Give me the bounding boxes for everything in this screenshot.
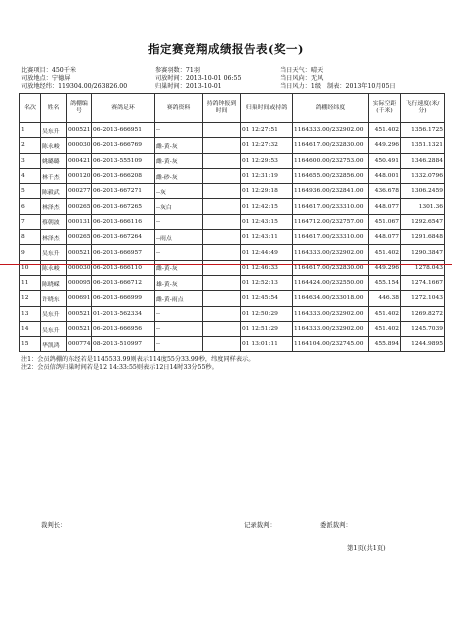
cell-loft-id: 000120	[67, 168, 92, 183]
header-clock-time: 持鸽钟报到时间	[203, 94, 241, 123]
cell-speed: 1356.1725	[401, 123, 445, 138]
cell-clock-time	[203, 184, 241, 199]
cell-return-time: 01 12:27:51	[241, 123, 293, 138]
cell-rank: 9	[20, 245, 41, 260]
meta-release-coord: 司放地经纬：119304.00/263826.00	[21, 83, 128, 90]
cell-name: 蔡朝波	[41, 214, 67, 229]
cell-clock-time	[203, 230, 241, 245]
cell-return-time: 01 12:31:19	[241, 168, 293, 183]
cell-clock-time	[203, 123, 241, 138]
header-ring: 赛鸽足环	[92, 94, 155, 123]
cell-clock-time	[203, 138, 241, 153]
header-loft-coord: 鸽棚经纬度	[293, 94, 369, 123]
cell-rank: 4	[20, 168, 41, 183]
cell-return-time: 01 12:27:32	[241, 138, 293, 153]
cell-clock-time	[203, 275, 241, 290]
cell-ring: 08-2013-510997	[92, 337, 155, 352]
note-1: 注1：会员鸽棚的东经若是1145533.99则表示114度55分33.99秒，纬度同样表示。	[21, 356, 255, 363]
cell-distance: 451.402	[369, 306, 401, 321]
header-rank: 名次	[20, 94, 41, 123]
cell-speed: 1346.2884	[401, 153, 445, 168]
page-number: 第1页(共1页)	[347, 544, 386, 552]
header-return-time: 归巢时间或持鸽	[241, 94, 293, 123]
cell-rank: 6	[20, 199, 41, 214]
cell-clock-time	[203, 337, 241, 352]
cell-ring: 06-2013-666957	[92, 245, 155, 260]
cell-clock-time	[203, 260, 241, 275]
cell-pigeon-info: --灰	[155, 184, 203, 199]
cutoff-line	[0, 264, 452, 265]
cell-loft-coord: 1164333.00/232902.00	[293, 123, 369, 138]
table-row	[20, 337, 445, 352]
cell-return-time: 01 12:43:11	[241, 230, 293, 245]
cell-pigeon-info: 雄-黄-灰	[155, 275, 203, 290]
cell-loft-id: 000521	[67, 123, 92, 138]
cell-loft-coord: 1164424.00/232550.00	[293, 275, 369, 290]
cell-speed: 1244.9895	[401, 337, 445, 352]
cell-distance: 449.296	[369, 260, 401, 275]
cell-loft-id: 000131	[67, 214, 92, 229]
table-row	[20, 123, 445, 138]
cell-loft-coord: 1164655.00/232856.00	[293, 168, 369, 183]
cell-return-time: 01 12:52:13	[241, 275, 293, 290]
meta-return-time: 归巢时间：2013-10-01	[155, 83, 222, 90]
table-row	[20, 184, 445, 199]
cell-name: 吴东升	[41, 245, 67, 260]
cell-distance: 449.296	[369, 138, 401, 153]
signature-recorder: 记录裁判：	[244, 521, 276, 529]
cell-clock-time	[203, 214, 241, 229]
table-row	[20, 168, 445, 183]
cell-distance: 455.154	[369, 275, 401, 290]
header-loft-id: 鸽棚编号	[67, 94, 92, 123]
cell-name: 陈晓嵘	[41, 275, 67, 290]
cell-clock-time	[203, 168, 241, 183]
cell-loft-id: 000030	[67, 138, 92, 153]
cell-pigeon-info: --	[155, 337, 203, 352]
cell-loft-coord: 1164617.00/232830.00	[293, 260, 369, 275]
cell-name: 吴东升	[41, 123, 67, 138]
cell-ring: 06-2013-666956	[92, 321, 155, 336]
cell-clock-time	[203, 199, 241, 214]
cell-clock-time	[203, 153, 241, 168]
header-name: 姓名	[41, 94, 67, 123]
cell-ring: 06-2013-667265	[92, 199, 155, 214]
cell-name: 林千杰	[41, 168, 67, 183]
cell-loft-id: 000265	[67, 230, 92, 245]
cell-pigeon-info: 雌-黄-灰	[155, 260, 203, 275]
cell-ring: 06-2013-666769	[92, 138, 155, 153]
cell-loft-coord: 1164617.00/233310.00	[293, 199, 369, 214]
cell-loft-id: 000691	[67, 291, 92, 306]
cell-ring: 06-2013-666116	[92, 214, 155, 229]
cell-loft-id: 000095	[67, 275, 92, 290]
table-row	[20, 138, 445, 153]
cell-speed: 1291.6848	[401, 230, 445, 245]
cell-pigeon-info: 雌-黄-灰	[155, 153, 203, 168]
meta-players: 参赛羽数：71羽	[155, 67, 200, 74]
cell-loft-coord: 1164936.00/232841.00	[293, 184, 369, 199]
cell-loft-id: 000030	[67, 260, 92, 275]
cell-return-time: 01 12:46:33	[241, 260, 293, 275]
cell-loft-id: 000277	[67, 184, 92, 199]
cell-loft-id: 000421	[67, 153, 92, 168]
cell-pigeon-info: --	[155, 245, 203, 260]
cell-rank: 5	[20, 184, 41, 199]
cell-pigeon-info: --灰白	[155, 199, 203, 214]
cell-pigeon-info: --	[155, 123, 203, 138]
cell-speed: 1272.1043	[401, 291, 445, 306]
cell-speed: 1306.2459	[401, 184, 445, 199]
meta-weather: 当日天气：晴天	[280, 67, 324, 74]
cell-ring: 06-2013-666208	[92, 168, 155, 183]
cell-speed: 1301.36	[401, 199, 445, 214]
cell-ring: 06-2013-667271	[92, 184, 155, 199]
cell-speed: 1269.8272	[401, 306, 445, 321]
cell-return-time: 01 12:51:29	[241, 321, 293, 336]
meta-report-date: 制表：2013年10月05日	[327, 83, 396, 90]
cell-speed: 1274.1667	[401, 275, 445, 290]
cell-clock-time	[203, 245, 241, 260]
header-speed: 飞行速度(米/分)	[401, 94, 445, 123]
cell-clock-time	[203, 321, 241, 336]
note-2: 注2：会员信鸽归巢时间若是12 14:33:55则表示12日14时33分55秒。	[21, 364, 218, 371]
cell-distance: 436.678	[369, 184, 401, 199]
cell-loft-id: 000774	[67, 337, 92, 352]
cell-rank: 15	[20, 337, 41, 352]
cell-clock-time	[203, 291, 241, 306]
header-row	[20, 94, 445, 123]
cell-rank: 2	[20, 138, 41, 153]
cell-return-time: 01 12:29:53	[241, 153, 293, 168]
cell-rank: 10	[20, 260, 41, 275]
cell-name: 华凯鸿	[41, 337, 67, 352]
cell-name: 许晓东	[41, 291, 67, 306]
table-row	[20, 260, 445, 275]
cell-return-time: 01 12:42:15	[241, 199, 293, 214]
cell-distance: 446.38	[369, 291, 401, 306]
cell-ring: 06-2013-555109	[92, 153, 155, 168]
cell-loft-coord: 1164600.00/232753.00	[293, 153, 369, 168]
table-row	[20, 291, 445, 306]
cell-distance: 451.402	[369, 321, 401, 336]
cell-distance: 448.077	[369, 230, 401, 245]
cell-distance: 451.067	[369, 214, 401, 229]
cell-loft-id: 000521	[67, 321, 92, 336]
cell-return-time: 01 12:29:18	[241, 184, 293, 199]
cell-distance: 448.077	[369, 199, 401, 214]
cell-pigeon-info: --	[155, 214, 203, 229]
meta-wind-force: 当日风力：1级	[280, 83, 322, 90]
cell-speed: 1332.0796	[401, 168, 445, 183]
cell-return-time: 01 12:50:29	[241, 306, 293, 321]
table-row	[20, 153, 445, 168]
cell-clock-time	[203, 306, 241, 321]
cell-name: 林泽杰	[41, 230, 67, 245]
cell-name: 陈毅武	[41, 184, 67, 199]
cell-loft-id: 000265	[67, 199, 92, 214]
cell-rank: 8	[20, 230, 41, 245]
cell-loft-id: 000521	[67, 306, 92, 321]
cell-loft-coord: 1164634.00/233018.00	[293, 291, 369, 306]
cell-speed: 1351.1321	[401, 138, 445, 153]
cell-speed: 1290.3847	[401, 245, 445, 260]
meta-wind-direction: 当日风向：无风	[280, 75, 324, 82]
meta-project: 比赛项目：450千米	[21, 67, 77, 74]
cell-speed: 1278.043	[401, 260, 445, 275]
cell-loft-coord: 1164333.00/232902.00	[293, 321, 369, 336]
cell-rank: 12	[20, 291, 41, 306]
cell-rank: 3	[20, 153, 41, 168]
cell-pigeon-info: 雌-砂-灰	[155, 168, 203, 183]
cell-pigeon-info: --	[155, 321, 203, 336]
cell-loft-coord: 1164104.00/232745.00	[293, 337, 369, 352]
cell-rank: 13	[20, 306, 41, 321]
cell-name: 林泽杰	[41, 199, 67, 214]
cell-loft-coord: 1164712.00/232757.00	[293, 214, 369, 229]
cell-pigeon-info: 雌-黄-灰	[155, 138, 203, 153]
cell-rank: 1	[20, 123, 41, 138]
table-row	[20, 214, 445, 229]
cell-distance: 450.491	[369, 153, 401, 168]
cell-name: 吴东升	[41, 321, 67, 336]
cell-name: 姚璐璐	[41, 153, 67, 168]
table-row	[20, 199, 445, 214]
meta-release-place: 司放地点：宁德屏	[21, 75, 71, 82]
table-row	[20, 245, 445, 260]
meta-release-time: 司放时间：2013-10-01 06:55	[155, 75, 242, 82]
cell-rank: 11	[20, 275, 41, 290]
cell-return-time: 01 13:01:11	[241, 337, 293, 352]
cell-rank: 14	[20, 321, 41, 336]
cell-pigeon-info: --雨点	[155, 230, 203, 245]
table-row	[20, 321, 445, 336]
cell-pigeon-info: 雌-黄-雨点	[155, 291, 203, 306]
cell-rank: 7	[20, 214, 41, 229]
cell-loft-coord: 1164333.00/232902.00	[293, 306, 369, 321]
header-pigeon-info: 赛鸽资料	[155, 94, 203, 123]
cell-loft-coord: 1164333.00/232902.00	[293, 245, 369, 260]
results-table	[19, 93, 445, 352]
cell-name: 吴东升	[41, 306, 67, 321]
signature-referee: 裁判长：	[41, 521, 67, 529]
cell-ring: 06-2013-666110	[92, 260, 155, 275]
cell-distance: 455.894	[369, 337, 401, 352]
cell-return-time: 01 12:45:54	[241, 291, 293, 306]
cell-distance: 451.402	[369, 123, 401, 138]
cell-distance: 451.402	[369, 245, 401, 260]
cell-speed: 1245.7039	[401, 321, 445, 336]
header-distance: 实际空距(千米)	[369, 94, 401, 123]
table-row	[20, 306, 445, 321]
cell-ring: 06-2013-667264	[92, 230, 155, 245]
cell-ring: 06-2013-666951	[92, 123, 155, 138]
cell-loft-id: 000521	[67, 245, 92, 260]
cell-ring: 06-2013-666999	[92, 291, 155, 306]
signature-committee: 委派裁判：	[320, 521, 352, 529]
cell-distance: 448.001	[369, 168, 401, 183]
cell-speed: 1292.6547	[401, 214, 445, 229]
cell-pigeon-info: --	[155, 306, 203, 321]
cell-name: 陈永峻	[41, 138, 67, 153]
cell-return-time: 01 12:44:49	[241, 245, 293, 260]
cell-name: 陈永峻	[41, 260, 67, 275]
cell-ring: 06-2013-666712	[92, 275, 155, 290]
cell-return-time: 01 12:43:15	[241, 214, 293, 229]
table-row	[20, 275, 445, 290]
cell-loft-coord: 1164617.00/233310.00	[293, 230, 369, 245]
report-title: 指定赛竞翔成绩报告表(奖一)	[148, 42, 304, 56]
table-row	[20, 230, 445, 245]
cell-ring: 01-2013-562334	[92, 306, 155, 321]
cell-loft-coord: 1164617.00/232830.00	[293, 138, 369, 153]
